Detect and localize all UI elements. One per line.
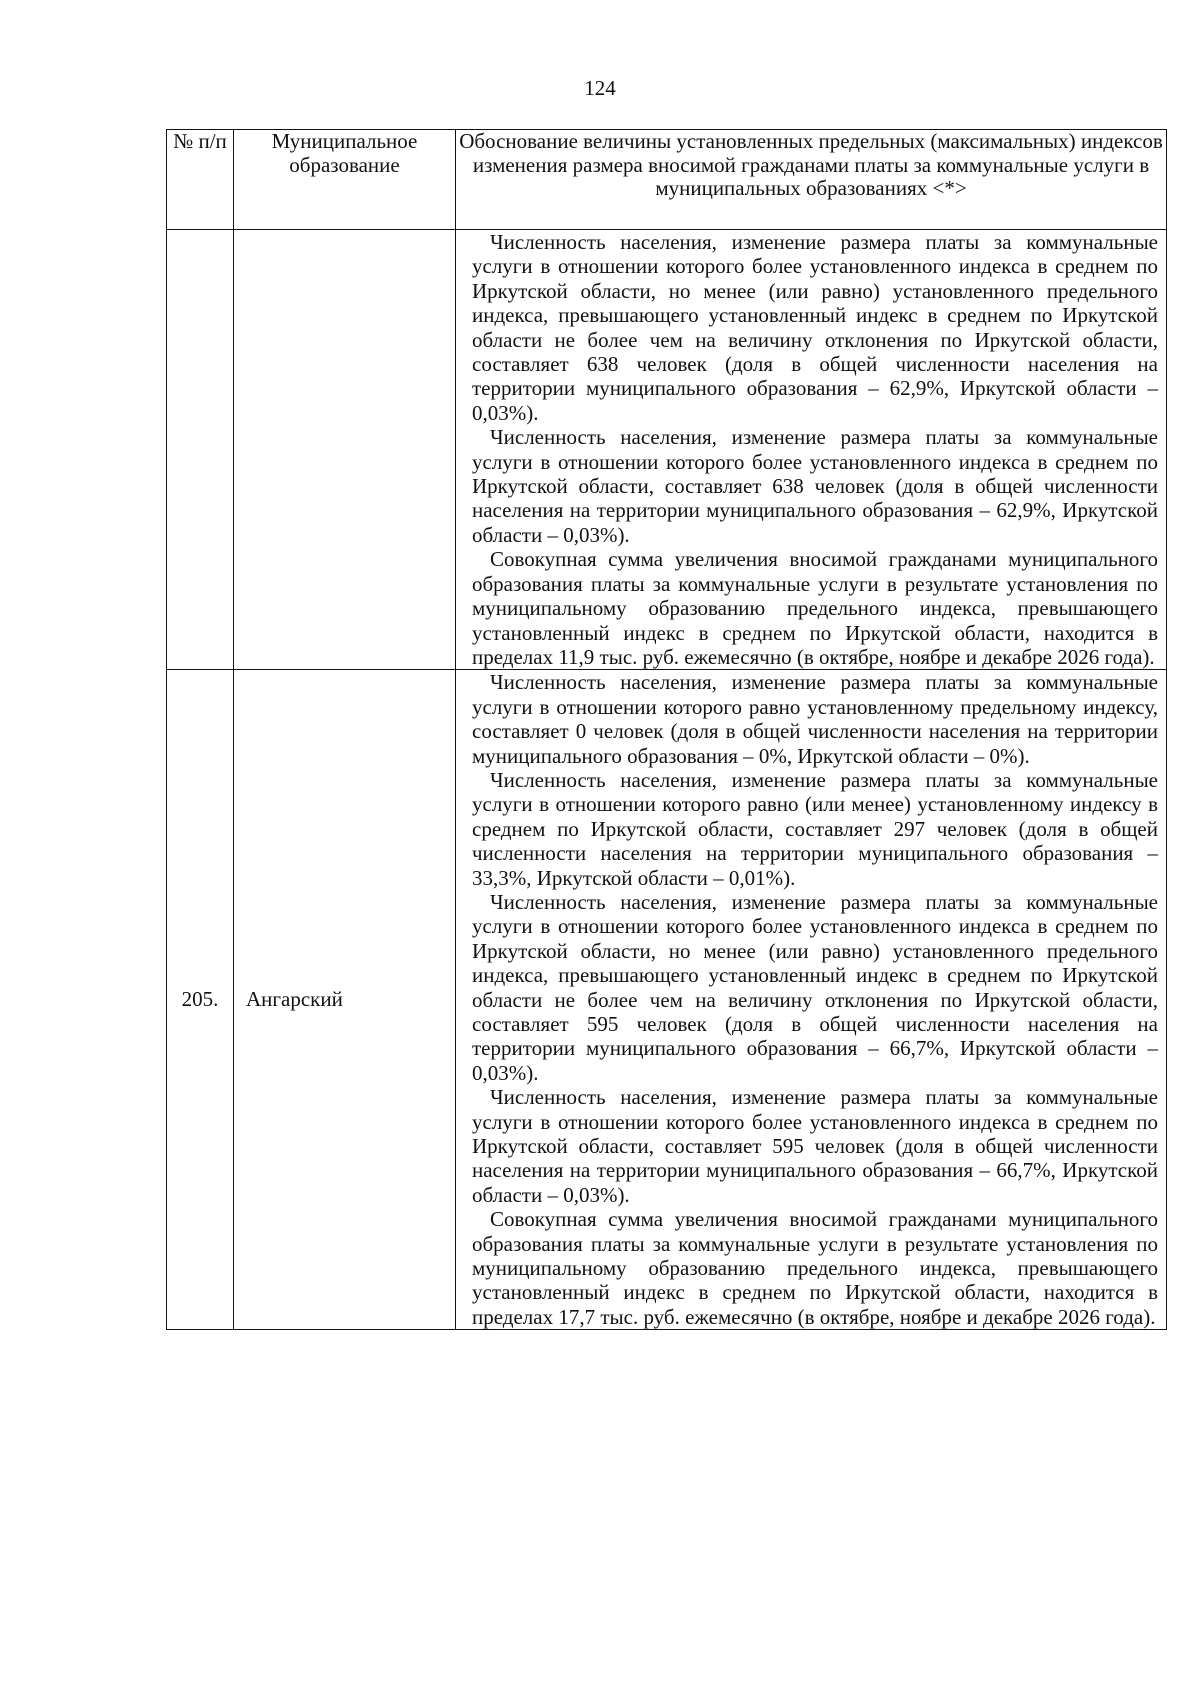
justification-paragraph: Численность населения, изменение размера платы за коммунальные услуги в отношении которого более установленного индекса в среднем по Иркутской области, составляет 638 человек (доля в общей численности населения на территории муниципального образования – 62,9%, Иркутской области – 0,03%). — [472, 425, 1158, 547]
row-justification — [456, 670, 1167, 1330]
row-num — [167, 230, 234, 670]
indices-table — [166, 129, 1167, 1330]
page-number: 124 — [584, 76, 616, 100]
row-municipality: Ангарский — [234, 670, 456, 1330]
header-justification: Обоснование величины установленных предельных (максимальных) индексов изменения размера вносимой гражданами платы за коммунальные услуги в муниципальных образованиях <*> — [456, 130, 1167, 230]
table-row — [167, 670, 1167, 1330]
justification-paragraph: Численность населения, изменение размера платы за коммунальные услуги в отношении которого более установленного индекса в среднем по Иркутской области, но менее (или равно) установленного предельного индекса, превышающего установленный индекс в среднем по Иркутской области не более чем на величину отклонения по Иркутской области, составляет 595 человек (доля в общей численности населения на территории муниципального образования – 66,7%, Иркутской области – 0,03%). — [472, 889, 1158, 1085]
header-num: № п/п — [167, 130, 234, 230]
justification-paragraph: Численность населения, изменение размера платы за коммунальные услуги в отношении которого более установленного индекса в среднем по Иркутской области, составляет 595 человек (доля в общей численности населения на территории муниципального образования – 66,7%, Иркутской области – 0,03%). — [472, 1085, 1158, 1207]
table-row — [167, 230, 1167, 670]
justification-paragraph: Численность населения, изменение размера платы за коммунальные услуги в отношении которого равно (или менее) установленному индексу в среднем по Иркутской области, составляет 297 человек (доля в общей численности населения на территории муниципального образования – 33,3%, Иркутской области – 0,01%). — [472, 767, 1158, 890]
row-municipality — [234, 230, 456, 670]
header-municipality: Муниципальное образование — [234, 130, 456, 230]
row-justification — [456, 230, 1167, 670]
row-num: 205. — [167, 670, 234, 1330]
justification-paragraph: Совокупная сумма увеличения вносимой гражданами муниципального образования платы за коммунальные услуги в результате установления по муниципальному образованию предельного индекса, превышающего установленный индекс в среднем по Иркутской области, находится в пределах 17,7 тыс. руб. ежемесячно (в октябре, ноябре и декабре 2026 года). — [472, 1207, 1158, 1329]
justification-paragraph: Численность населения, изменение размера платы за коммунальные услуги в отношении которого равно установленному предельному индексу, составляет 0 человек (доля в общей численности населения на территории муниципального образования – 0%, Иркутской области – 0%). — [472, 670, 1158, 768]
table-header-row — [167, 130, 1167, 230]
justification-paragraph: Численность населения, изменение размера платы за коммунальные услуги в отношении которого более установленного индекса в среднем по Иркутской области, но менее (или равно) установленного предельного индекса, превышающего установленный индекс в среднем по Иркутской области не более чем на величину отклонения по Иркутской области, составляет 638 человек (доля в общей численности населения на территории муниципального образования – 62,9%, Иркутской области – 0,03%). — [472, 230, 1158, 425]
justification-paragraph: Совокупная сумма увеличения вносимой гражданами муниципального образования платы за коммунальные услуги в результате установления по муниципальному образованию предельного индекса, превышающего установленный индекс в среднем по Иркутской области, находится в пределах 11,9 тыс. руб. ежемесячно (в октябре, ноябре и декабре 2026 года). — [472, 547, 1158, 669]
